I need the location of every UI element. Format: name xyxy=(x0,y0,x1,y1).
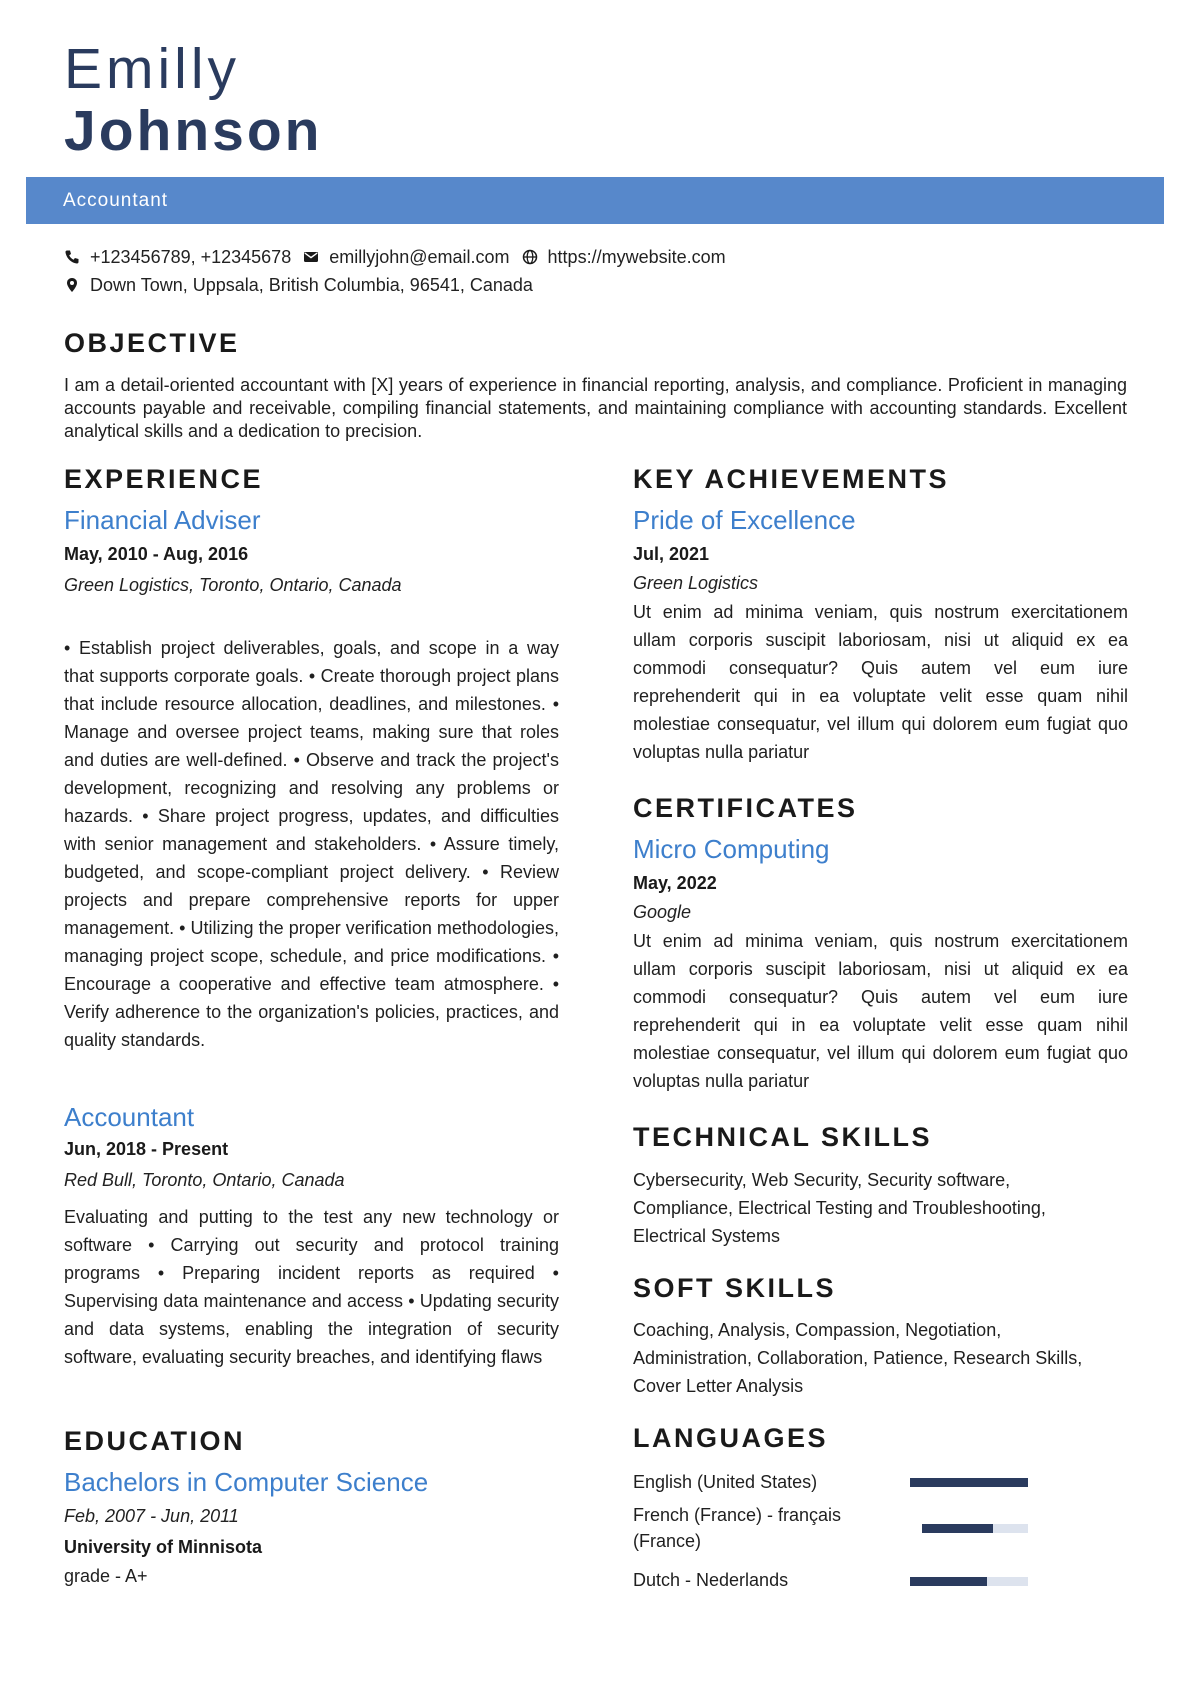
globe-icon xyxy=(522,249,538,265)
experience-item xyxy=(64,1102,559,1371)
experience-job-title: Financial Adviser xyxy=(64,505,261,535)
experience-description: Evaluating and putting to the test any new technology or software • Carrying out security and protocol training programs • Preparing incident reports as required • Supervising data maintenance and access • Updating security and data systems, enabling the integration of security software, evaluating security breaches, and identifying flaws xyxy=(64,1207,559,1367)
email-icon xyxy=(303,249,319,265)
experience-dates: Jun, 2018 - Present xyxy=(64,1139,229,1159)
objective-heading: OBJECTIVE xyxy=(64,328,240,358)
achievement-description: Ut enim ad minima veniam, quis nostrum exercitationem ullam corporis suscipit laboriosam, nisi ut aliquid ex ea commodi consequatur? Quis autem vel eum iure reprehenderit qui in ea voluptate velit esse quam nihil molestiae consequatur, vel illum qui dolorem eum fugiat quo voluptas nulla pariatur xyxy=(633,602,1128,762)
soft-skills-text: Coaching, Analysis, Compassion, Negotiation, Administration, Collaboration, Patience, Research Skills, Cover Letter Analysis xyxy=(633,1320,1083,1396)
experience-place: Red Bull, Toronto, Ontario, Canada xyxy=(64,1170,345,1190)
language-level-fill xyxy=(910,1577,987,1586)
job-title: Accountant xyxy=(63,190,169,211)
language-level-fill xyxy=(922,1524,993,1533)
education-item xyxy=(64,1467,559,1590)
phone-numbers: +123456789, +12345678 xyxy=(90,246,292,267)
experience-heading: EXPERIENCE xyxy=(64,464,264,494)
language-name: French (France) - français (France) xyxy=(633,1505,842,1551)
languages-heading: LANGUAGES xyxy=(633,1423,829,1453)
phone-icon xyxy=(64,249,80,265)
education-heading: EDUCATION xyxy=(64,1426,245,1456)
language-level-bar xyxy=(922,1524,1028,1533)
achievement-date: Jul, 2021 xyxy=(633,544,710,564)
language-level-fill xyxy=(910,1478,1028,1487)
language-level-bar xyxy=(910,1478,1028,1487)
achievements-heading: KEY ACHIEVEMENTS xyxy=(633,464,950,494)
technical-skills-list xyxy=(633,1166,1073,1250)
technical-skills-heading: TECHNICAL SKILLS xyxy=(633,1122,933,1152)
experience-item xyxy=(64,505,559,1054)
language-name: Dutch - Nederlands xyxy=(633,1570,789,1590)
experience-dates: May, 2010 - Aug, 2016 xyxy=(64,544,249,564)
soft-skills-heading: SOFT SKILLS xyxy=(633,1273,836,1303)
soft-skills-list xyxy=(633,1316,1103,1400)
address: Down Town, Uppsala, British Columbia, 96541, Canada xyxy=(90,274,533,295)
experience-job-title: Accountant xyxy=(64,1102,195,1132)
achievement-item xyxy=(633,505,1128,766)
candidate-name xyxy=(64,38,323,162)
website-link[interactable]: https://mywebsite.com xyxy=(547,246,726,267)
achievement-title: Pride of Excellence xyxy=(633,505,856,535)
certificates-heading: CERTIFICATES xyxy=(633,793,858,823)
education-dates: Feb, 2007 - Jun, 2011 xyxy=(64,1506,239,1526)
first-name: Emilly xyxy=(64,37,240,101)
achievement-org: Green Logistics xyxy=(633,573,759,593)
job-title-banner xyxy=(26,177,1164,224)
location-icon xyxy=(64,277,80,293)
last-name: Johnson xyxy=(64,99,323,163)
experience-place: Green Logistics, Toronto, Ontario, Canada xyxy=(64,575,402,595)
email-link[interactable]: emillyjohn@email.com xyxy=(329,246,510,267)
certificate-org: Google xyxy=(633,902,692,922)
technical-skills-text: Cybersecurity, Web Security, Security software, Compliance, Electrical Testing and Troubleshooting, Electrical Systems xyxy=(633,1170,1046,1246)
education-grade: grade - A+ xyxy=(64,1566,148,1586)
education-school: University of Minnisota xyxy=(64,1537,263,1557)
objective-text: I am a detail-oriented accountant with [X] years of experience in financial reporting, analysis, and compliance. Proficient in managing accounts payable and receivable, compiling financial statements, and maintaining compliance with accounting standards. Excellent analytical skills and a dedication to precision. xyxy=(64,375,1127,441)
language-name: English (United States) xyxy=(633,1472,818,1492)
certificate-description: Ut enim ad minima veniam, quis nostrum exercitationem ullam corporis suscipit laboriosam, nisi ut aliquid ex ea commodi consequatur? Quis autem vel eum iure reprehenderit qui in ea voluptate velit esse quam nihil molestiae consequatur, vel illum qui dolorem eum fugiat quo voluptas nulla pariatur xyxy=(633,931,1128,1091)
contact-info xyxy=(64,243,738,299)
certificate-date: May, 2022 xyxy=(633,873,717,893)
certificate-title: Micro Computing xyxy=(633,834,830,864)
language-level-bar xyxy=(910,1577,1028,1586)
certificate-item xyxy=(633,834,1128,1095)
education-degree: Bachelors in Computer Science xyxy=(64,1467,429,1497)
experience-description: • Establish project deliverables, goals, and scope in a way that supports corporate goals. • Create thorough project plans that include resource allocation, deadlines, and milestones. • Manage and oversee project teams, making sure that roles and duties are well-defined. • Observe and track the project's development, recognizing and resolving any problems or hazards. • Share project progress, updates, and difficulties with senior management and stakeholders. • Assure timely, budgeted, and scope-compliant project delivery. • Review projects and prepare comprehensive reports for upper management. • Utilizing the proper verification methodologies, managing project scope, schedule, and price modifications. • Encourage a cooperative and effective team atmosphere. • Verify adherence to the organization's policies, practices, and quality standards. xyxy=(64,638,559,1050)
